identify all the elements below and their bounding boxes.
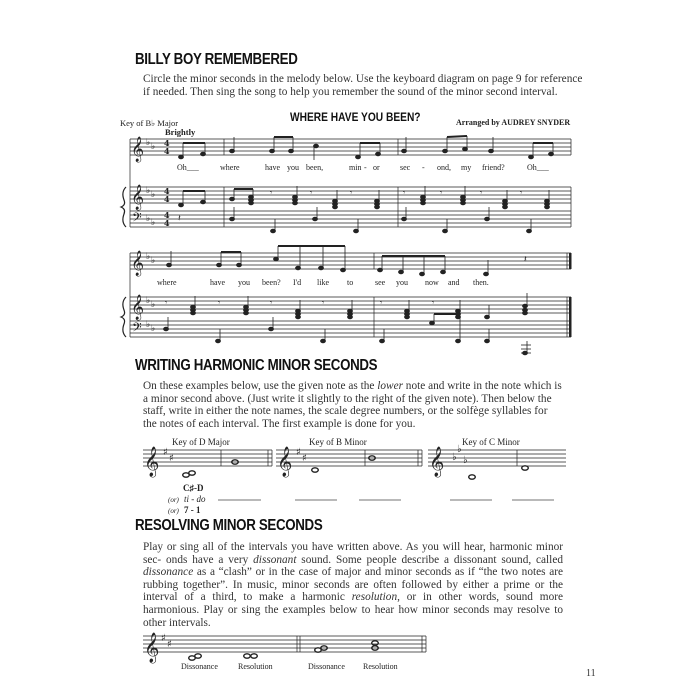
svg-text:𝄞: 𝄞 xyxy=(429,447,445,477)
svg-text:♯: ♯ xyxy=(302,453,307,464)
svg-text:𝄾: 𝄾 xyxy=(310,188,313,197)
lyric: where xyxy=(157,278,177,287)
answer-solfege: ti - do xyxy=(184,494,206,504)
lyric: friend? xyxy=(482,163,505,172)
svg-text:4: 4 xyxy=(164,194,170,204)
section-title-writing-harmonic: WRITING HARMONIC MINOR SECONDS xyxy=(135,357,378,374)
svg-text:𝄾: 𝄾 xyxy=(432,298,435,307)
lyric: now xyxy=(425,278,439,287)
svg-text:𝄞: 𝄞 xyxy=(277,447,293,477)
lyric: been? xyxy=(262,278,281,287)
svg-text:♭: ♭ xyxy=(452,452,457,463)
lyric: sec xyxy=(400,163,411,172)
lyric: Oh___ xyxy=(527,163,549,172)
lyric: you xyxy=(396,278,408,287)
piano-bass-staff-2 xyxy=(130,321,571,337)
svg-text:𝄾: 𝄾 xyxy=(380,298,383,307)
lyric: and xyxy=(448,278,460,287)
svg-text:♭: ♭ xyxy=(146,214,151,224)
lyric: see xyxy=(375,278,386,287)
or-label: (or) xyxy=(168,507,179,515)
lyric: have xyxy=(210,278,226,287)
svg-text:♯: ♯ xyxy=(169,453,174,464)
lyric: - xyxy=(422,163,425,172)
svg-text:𝄾: 𝄾 xyxy=(218,298,221,307)
svg-text:𝄾: 𝄾 xyxy=(165,298,168,307)
lyric: min xyxy=(349,163,362,172)
svg-text:♭: ♭ xyxy=(463,455,468,466)
svg-text:♭: ♭ xyxy=(146,296,151,306)
section-title-billy-boy: BILLY BOY REMEMBERED xyxy=(135,51,298,68)
lyric: - xyxy=(364,163,367,172)
svg-text:♭: ♭ xyxy=(146,186,151,196)
lyric: like xyxy=(317,278,329,287)
svg-text:𝄾: 𝄾 xyxy=(270,298,273,307)
section3-paragraph: Play or sing all of the intervals you have written above. As you will hear, harmonic minor sec- onds have a very dissonant sound. Some people describe a dissonant sound, called dissonance as a “clash” or in the case of major and minor seconds as if “the two notes are rubbing together”. In music, minor seconds are often followed by either a prime or the interval of a third, to make a harmonic resolution, or in other words, sound more harmonious. Play or sing the examples below to hear how minor seconds may resolve to other intervals. xyxy=(143,541,563,629)
svg-text:♯: ♯ xyxy=(163,447,168,458)
svg-text:𝄞: 𝄞 xyxy=(144,633,160,663)
section2-instructions: On these examples below, use the given note as the lower note and write in the note which is a minor second above. (Just write it slightly to the right of the given note). Then below the staff, write in either the note names, the scale degree numbers, or the solfège syllables for the notes of each interval. The first example is done for you. xyxy=(143,380,562,430)
lyric: have xyxy=(265,163,281,172)
page-number: 11 xyxy=(586,668,596,679)
svg-text:♭: ♭ xyxy=(151,218,156,228)
svg-text:𝄾: 𝄾 xyxy=(322,298,325,307)
svg-text:𝄾: 𝄾 xyxy=(520,188,523,197)
svg-text:4: 4 xyxy=(164,138,170,148)
svg-text:𝄾: 𝄾 xyxy=(440,188,443,197)
example-key-b-minor: Key of B Minor xyxy=(309,437,367,447)
example-key-c-minor: Key of C Minor xyxy=(462,437,520,447)
section-title-resolving: RESOLVING MINOR SECONDS xyxy=(135,517,323,534)
lyric: to xyxy=(347,278,354,287)
svg-text:𝄢: 𝄢 xyxy=(132,210,142,228)
lyric: then. xyxy=(473,278,489,287)
svg-text:♭: ♭ xyxy=(146,252,151,262)
svg-text:4: 4 xyxy=(164,218,170,228)
svg-text:♭: ♭ xyxy=(151,256,156,266)
svg-text:♭: ♭ xyxy=(151,300,156,310)
svg-text:♭: ♭ xyxy=(151,142,156,152)
lyric: ond, xyxy=(437,163,451,172)
lyric: or xyxy=(373,163,380,172)
lyric: I'd xyxy=(293,278,302,287)
svg-text:♭: ♭ xyxy=(146,138,151,148)
svg-text:𝄾: 𝄾 xyxy=(270,188,273,197)
svg-text:4: 4 xyxy=(164,146,170,156)
label-resolution: Resolution xyxy=(238,662,273,671)
arranger-credit: Arranged by AUDREY SNYDER xyxy=(456,118,571,127)
instructions-line-2: if needed. Then sing the song to help you remember the sound of the minor second interval. xyxy=(143,85,558,98)
answer-degrees: 7 - 1 xyxy=(184,505,201,515)
svg-text:𝄽: 𝄽 xyxy=(524,255,527,265)
label-dissonance: Dissonance xyxy=(181,662,218,671)
example-key-d-major: Key of D Major xyxy=(172,437,230,447)
lyric: been, xyxy=(306,163,324,172)
svg-text:♭: ♭ xyxy=(151,324,156,334)
svg-text:4: 4 xyxy=(164,186,170,196)
svg-text:𝄞: 𝄞 xyxy=(144,447,160,477)
svg-text:♭: ♭ xyxy=(457,444,462,455)
song-title: WHERE HAVE YOU BEEN? xyxy=(290,110,421,124)
answer-note-names: C♯-D xyxy=(183,483,204,493)
svg-text:♯: ♯ xyxy=(296,447,301,458)
svg-text:♯: ♯ xyxy=(167,639,172,650)
svg-text:𝄽: 𝄽 xyxy=(178,214,181,224)
label-dissonance: Dissonance xyxy=(308,662,345,671)
instructions-line-1: Circle the minor seconds in the melody below. Use the keyboard diagram on page 9 for reference xyxy=(143,73,583,85)
label-resolution: Resolution xyxy=(363,662,398,671)
lyric: Oh___ xyxy=(177,163,199,172)
svg-text:♯: ♯ xyxy=(161,633,166,644)
svg-text:𝄾: 𝄾 xyxy=(403,188,406,197)
svg-text:𝄢: 𝄢 xyxy=(132,320,142,338)
melody-staff-2 xyxy=(130,253,571,269)
svg-text:𝄾: 𝄾 xyxy=(350,188,353,197)
lyric: you xyxy=(238,278,250,287)
treble-clef-icon: 𝄞 xyxy=(131,137,145,162)
svg-text:4: 4 xyxy=(164,210,170,220)
lyric: my xyxy=(461,163,472,172)
svg-text:♭: ♭ xyxy=(151,190,156,200)
tempo-marking: Brightly xyxy=(165,127,196,137)
svg-text:𝄞: 𝄞 xyxy=(131,295,145,320)
svg-text:♭: ♭ xyxy=(146,320,151,330)
melody-staff-1 xyxy=(130,139,571,155)
lyric: you xyxy=(287,163,299,172)
or-label: (or) xyxy=(168,496,179,504)
key-signature-label: Key of B♭ Major xyxy=(120,118,179,128)
piano-bass-staff-1 xyxy=(130,211,571,227)
svg-text:𝄾: 𝄾 xyxy=(480,188,483,197)
svg-text:𝄞: 𝄞 xyxy=(131,251,145,276)
lyric: where xyxy=(220,163,240,172)
svg-text:𝄞: 𝄞 xyxy=(131,185,145,210)
